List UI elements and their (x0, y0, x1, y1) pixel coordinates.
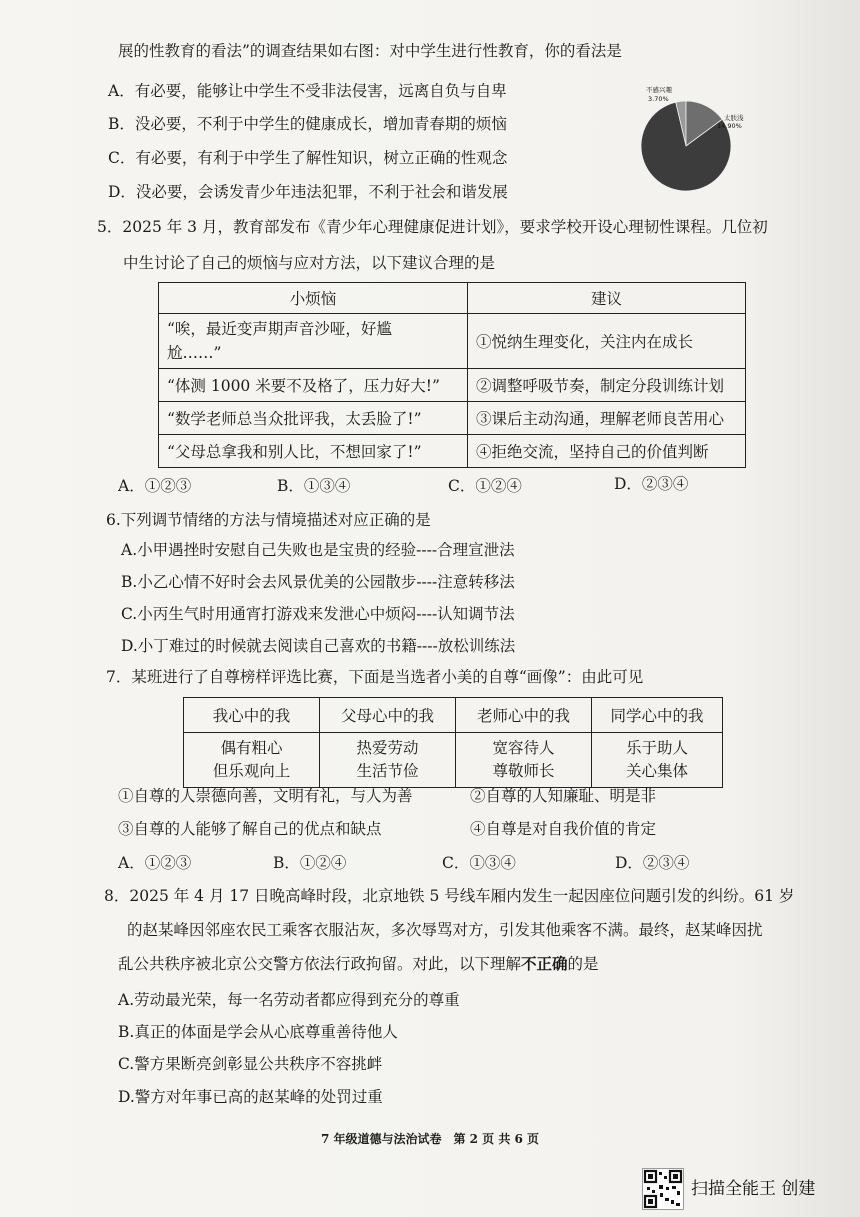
q8-option-a: A.劳动最光荣，每一名劳动者都应得到充分的尊重 (118, 991, 460, 1009)
q7-cell-parents-line1: 热爱劳动 (356, 739, 419, 757)
q8-line3-post: 的是 (567, 955, 599, 973)
q7-statement-4: ④自尊是对自我价值的肯定 (470, 820, 657, 838)
q7-cell-parents-line2: 生活节俭 (356, 762, 419, 780)
q8-option-b: B.真正的体面是学会从心底尊重善待他人 (118, 1023, 398, 1041)
q6-option-a: A.小甲遇挫时安慰自己失败也是宝贵的经验----合理宣泄法 (121, 541, 515, 559)
q7-table (183, 697, 723, 788)
q7-cell-self-line1: 偶有粗心 (220, 739, 283, 757)
qr-code-svg (643, 1169, 683, 1209)
page-footer: 7 年级道德与法治试卷 第 2 页 共 6 页 (320, 1132, 540, 1146)
q7-cell-classmates (592, 733, 723, 788)
q7-cell-teachers-line2: 尊敬师长 (492, 762, 555, 780)
scanner-watermark-text: 扫描全能王 创建 (691, 1179, 816, 1199)
q7-header-classmates: 同学心中的我 (592, 698, 723, 733)
q7-statement-1: ①自尊的人崇德向善，文明有礼，与人为善 (118, 787, 413, 805)
q7-cell-self-line2: 但乐观向上 (212, 762, 291, 780)
q7-cell-parents (320, 733, 456, 788)
q5-row1-worry-line2: 尬……” (167, 344, 222, 362)
q5-row2-advice: ②调整呼吸节奏，制定分段训练计划 (468, 369, 746, 402)
q5-row4-advice: ④拒绝交流，坚持自己的价值判断 (468, 435, 746, 468)
q5-stem-line1: 5．2025 年 3 月，教育部发布《青少年心理健康促进计划》，要求学校开设心理韧性课程。几位初 (97, 218, 768, 236)
q4-option-a: A．有必要，能够让中学生不受非法侵害，远离自负与自卑 (108, 82, 507, 100)
table-row (159, 435, 746, 468)
q7-option-b: B．①②④ (273, 854, 347, 872)
q5-option-d: D．②③④ (614, 475, 689, 493)
q5-option-c: C．①②④ (448, 477, 522, 495)
pie-label-shallow: 太肤浅 (724, 114, 744, 122)
q8-line2: 的赵某峰因邻座农民工乘客衣服沾灰，多次辱骂对方，引发其他乘客不满。最终，赵某峰因扰 (127, 921, 763, 939)
q4-option-d: D．没必要，会诱发青少年违法犯罪，不利于社会和谐发展 (108, 183, 508, 201)
q7-option-a: A．①②③ (118, 854, 192, 872)
q8-line1: 8．2025 年 4 月 17 日晚高峰时段，北京地铁 5 号线车厢内发生一起因座位问题引发的纠纷。61 岁 (104, 887, 795, 905)
q7-header-parents: 父母心中的我 (320, 698, 456, 733)
pie-value-bored: 3.70% (648, 95, 669, 103)
table-row (159, 314, 746, 369)
q6-stem: 6.下列调节情绪的方法与情境描述对应正确的是 (106, 511, 431, 529)
q7-table-header-row (184, 698, 723, 733)
q7-cell-teachers (456, 733, 592, 788)
q7-statement-3: ③自尊的人能够了解自己的优点和缺点 (118, 820, 382, 838)
q7-statement-2: ②自尊的人知廉耻、明是非 (470, 787, 657, 805)
q5-header-worry: 小烦恼 (159, 283, 468, 314)
q5-option-b: B．①③④ (277, 477, 351, 495)
q5-table-header-row (159, 283, 746, 314)
q4-option-b: B．没必要，不利于中学生的健康成长，增加青春期的烦恼 (108, 115, 507, 133)
q5-row1-advice: ①悦纳生理变化，关注内在成长 (468, 314, 746, 369)
q7-cell-classmates-line1: 乐于助人 (625, 739, 688, 757)
q7-header-self: 我心中的我 (184, 698, 320, 733)
q8-line3 (118, 953, 599, 975)
q7-header-teachers: 老师心中的我 (456, 698, 592, 733)
q7-option-d: D．②③④ (615, 854, 690, 872)
q5-row1-worry (159, 314, 468, 369)
q6-option-c: C.小丙生气时用通宵打游戏来发泄心中烦闷----认知调节法 (121, 605, 515, 623)
q7-cell-self (184, 733, 320, 788)
q7-stem: 7．某班进行了自尊榜样评选比赛，下面是当选者小美的自尊“画像”：由此可见 (106, 668, 644, 686)
q8-emphasis-incorrect: 不正确 (521, 954, 568, 973)
q4-option-c: C．有必要，有利于中学生了解性知识，树立正确的性观念 (108, 149, 508, 167)
q5-header-advice: 建议 (468, 283, 746, 314)
q8-option-d: D.警方对年事已高的赵某峰的处罚过重 (118, 1088, 383, 1106)
qr-code-icon (642, 1168, 684, 1210)
table-row (159, 369, 746, 402)
q8-option-c: C.警方果断亮剑彰显公共秩序不容挑衅 (118, 1055, 383, 1073)
q5-row3-advice: ③课后主动沟通，理解老师良苦用心 (468, 402, 746, 435)
q5-option-a: A．①②③ (118, 477, 192, 495)
q7-cell-classmates-line2: 关心集体 (625, 762, 688, 780)
q7-cell-teachers-line1: 宽容待人 (492, 739, 555, 757)
q6-option-b: B.小乙心情不好时会去风景优美的公园散步----注意转移法 (121, 573, 515, 591)
q5-table (158, 282, 746, 468)
q6-option-d: D.小丁难过的时候就去阅读自己喜欢的书籍----放松训练法 (121, 637, 516, 655)
q4-pie-chart (638, 76, 748, 206)
pie-value-shallow: 14.90% (717, 122, 742, 130)
q5-row3-worry: “数学老师总当众批评我，太丢脸了!” (159, 402, 468, 435)
q5-row2-worry: “体测 1000 米要不及格了，压力好大!” (159, 369, 468, 402)
table-row (159, 402, 746, 435)
q5-row4-worry: “父母总拿我和别人比，不想回家了!” (159, 435, 468, 468)
table-row (184, 733, 723, 788)
pie-label-bored: 不感兴趣 (646, 86, 672, 94)
q4-stem: 展的性教育的看法”的调查结果如右图：对中学生进行性教育，你的看法是 (118, 42, 622, 60)
q8-line3-pre: 乱公共秩序被北京公交警方依法行政拘留。对此，以下理解 (118, 955, 522, 973)
q5-stem-line2: 中生讨论了自己的烦恼与应对方法，以下建议合理的是 (123, 254, 496, 272)
q5-row1-worry-line1: “唉，最近变声期声音沙哑，好尴 (167, 320, 392, 338)
q7-option-c: C．①③④ (442, 854, 516, 872)
